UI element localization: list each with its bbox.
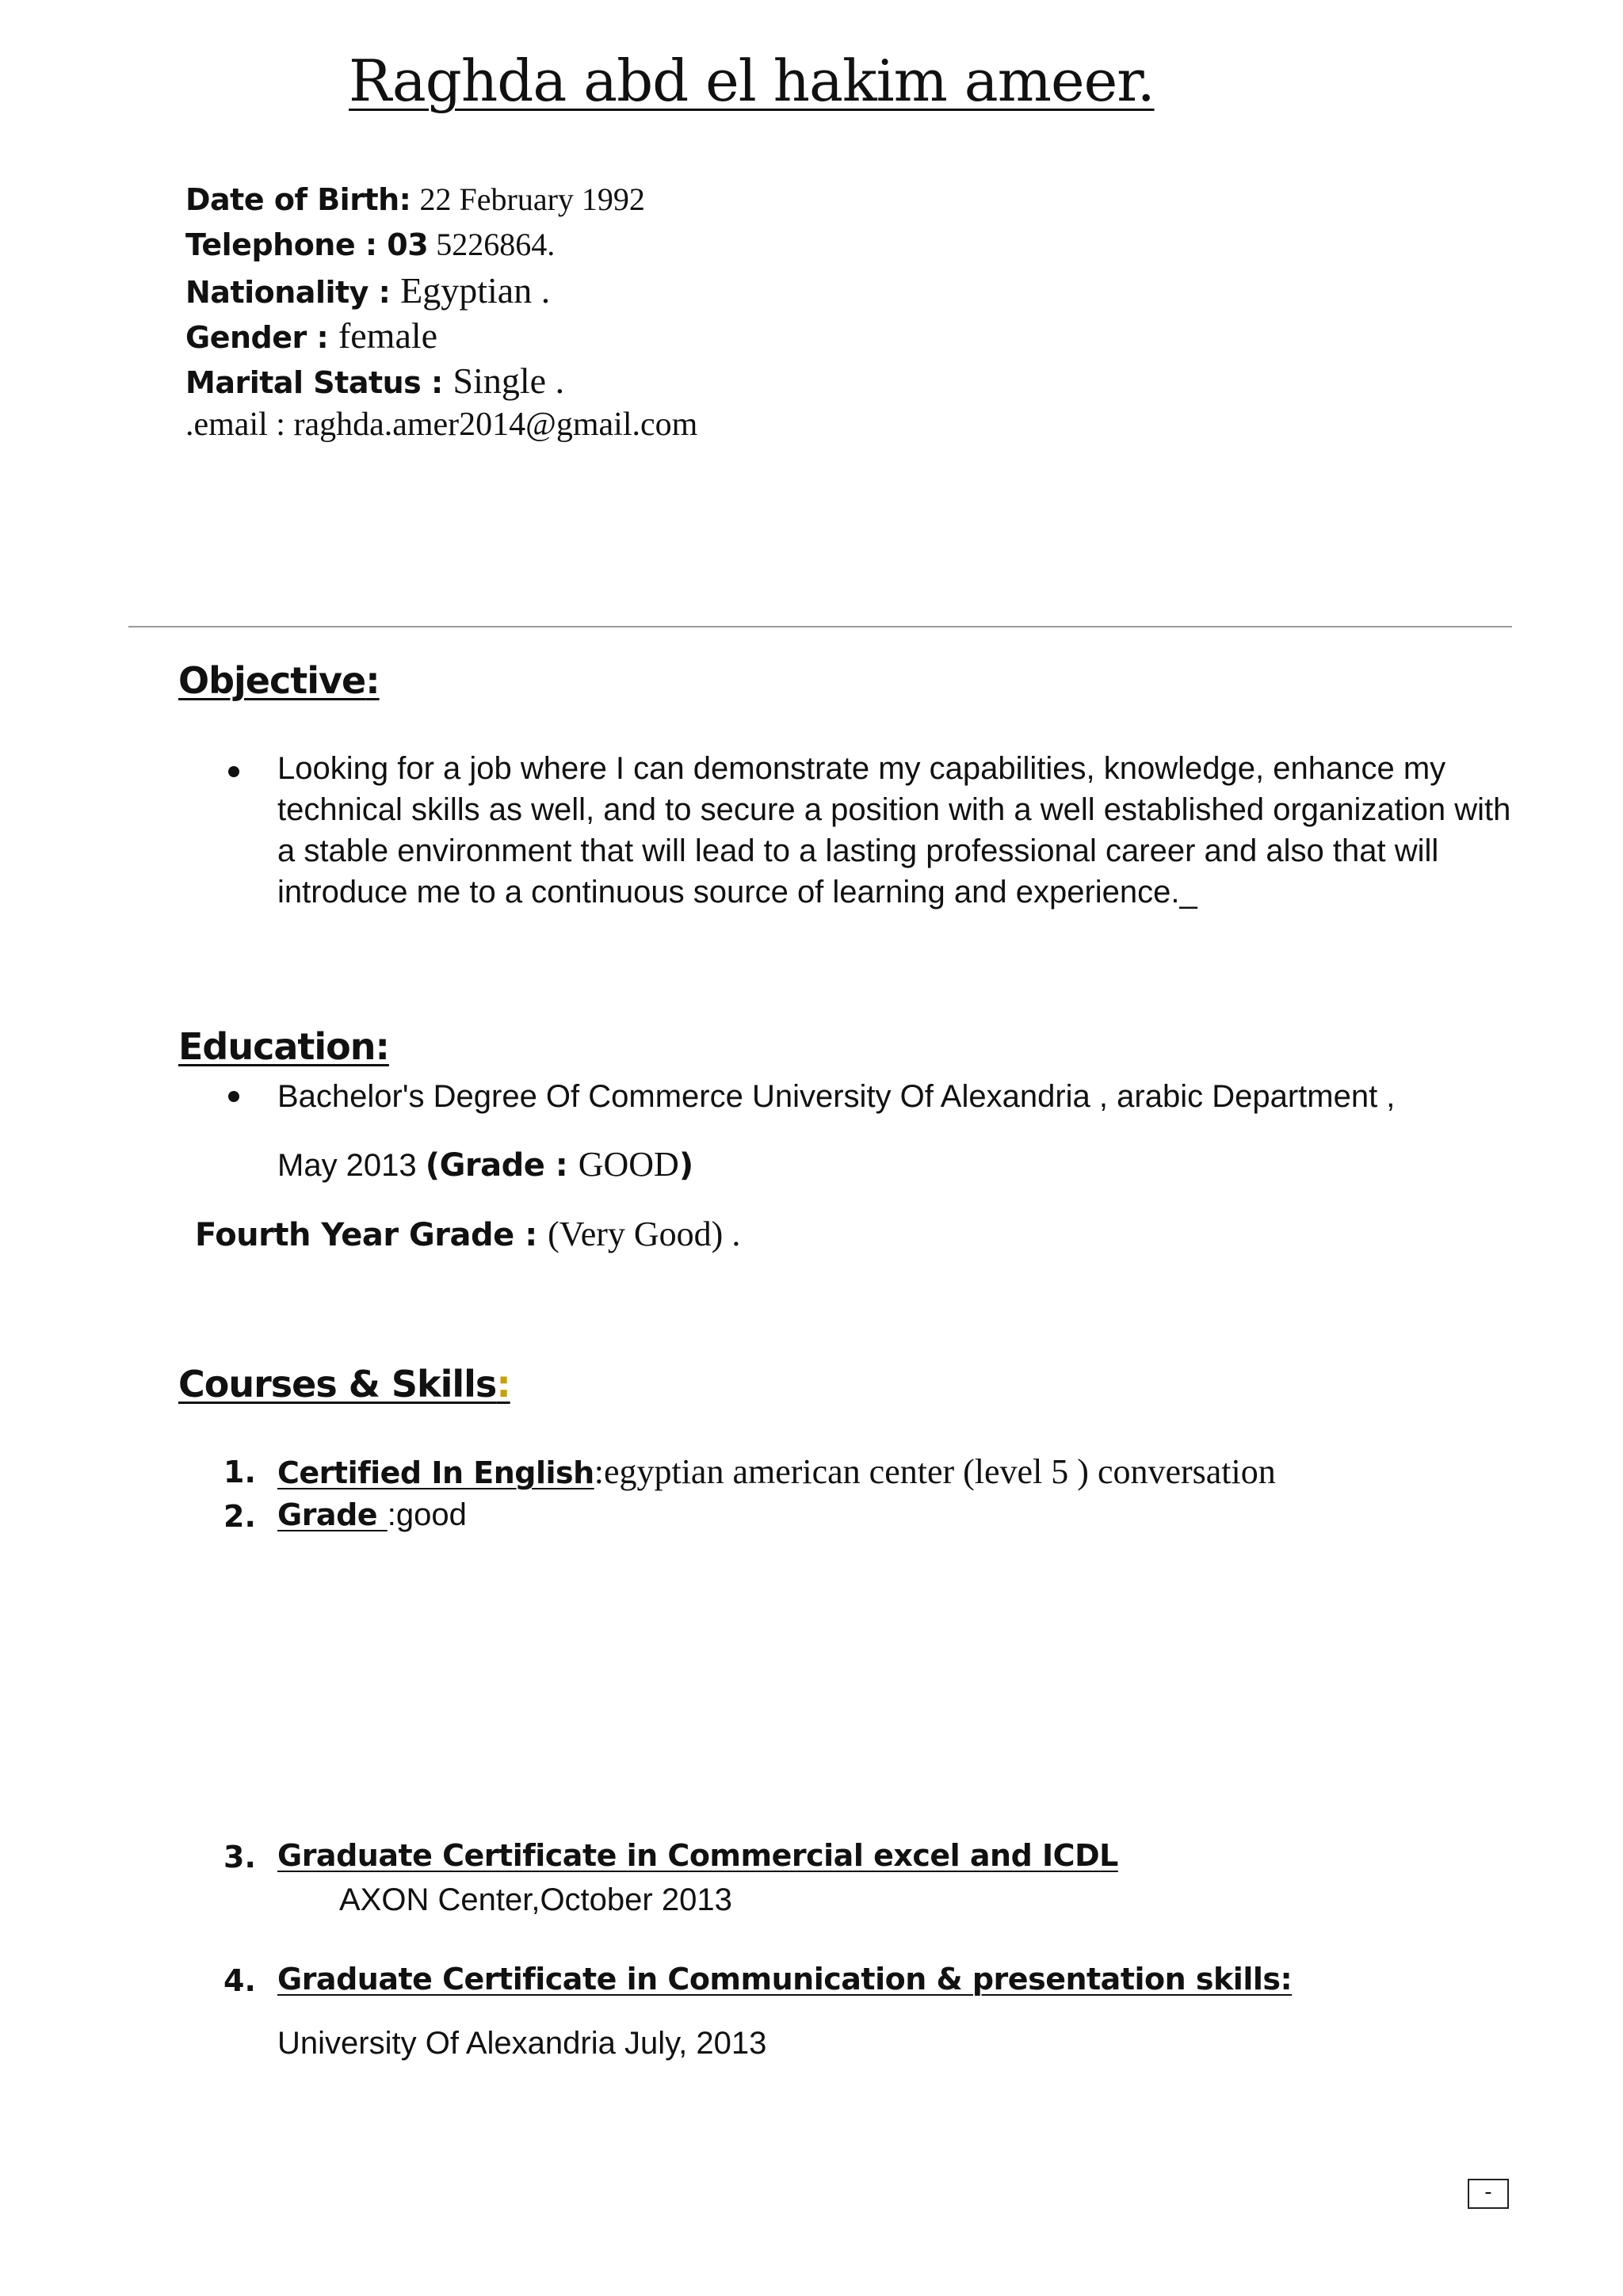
fourth-year-line bbox=[195, 1214, 740, 1254]
objective-heading-text: Objective bbox=[178, 659, 366, 702]
nationality-value: Egyptian . bbox=[400, 270, 551, 311]
courses-heading-colon: : bbox=[496, 1363, 510, 1405]
course-title: Graduate Certificate in Communication & presentation skills: bbox=[277, 1962, 1293, 1997]
fourth-year-colon: : bbox=[514, 1217, 548, 1253]
objective-heading-colon: : bbox=[365, 659, 380, 702]
nationality-line bbox=[185, 268, 550, 315]
course-title: Certified In English bbox=[277, 1455, 594, 1490]
telephone-label: Telephone bbox=[185, 227, 356, 262]
grade-colon: : bbox=[544, 1147, 579, 1184]
course-detail: AXON Center,October 2013 bbox=[339, 1882, 732, 1917]
objective-heading bbox=[178, 659, 380, 702]
objective-tail: _ bbox=[1179, 875, 1197, 910]
telephone-line bbox=[185, 223, 555, 267]
courses-heading-text: Courses & Skills bbox=[178, 1363, 497, 1405]
nationality-label: Nationality : bbox=[185, 275, 391, 310]
gender-label: Gender : bbox=[185, 320, 329, 355]
objective-body: Looking for a job where I can demonstrate my capabilities, knowledge, enhance my technical skills as well, and to secure a position with a well established organization with a stable environment that will lead to a lasting professional career and also that will introduce me to a continuous source of learning and experience. bbox=[277, 751, 1511, 910]
education-heading: Education: bbox=[178, 1025, 389, 1068]
marital-value: Single . bbox=[453, 360, 565, 401]
grade-open: (Grade bbox=[425, 1147, 545, 1184]
grade-close: ) bbox=[678, 1147, 693, 1184]
email-line[interactable]: .email : raghda.amer2014@gmail.com bbox=[185, 406, 698, 443]
course-detail: University Of Alexandria July, 2013 bbox=[277, 2026, 767, 2061]
fourth-year-label: Fourth Year Grade bbox=[195, 1217, 514, 1253]
course-item-english bbox=[277, 1451, 1276, 1492]
course-number: 4. bbox=[223, 1963, 256, 1998]
objective-text bbox=[277, 748, 1514, 913]
grade-value: GOOD bbox=[578, 1145, 679, 1184]
course-detail: :good bbox=[387, 1497, 467, 1532]
dob-value: 22 February 1992 bbox=[419, 181, 645, 217]
courses-heading bbox=[178, 1363, 510, 1405]
dob-label: Date of Birth: bbox=[185, 182, 411, 217]
bullet-icon bbox=[228, 1091, 239, 1102]
gender-line bbox=[185, 313, 437, 360]
course-title: Grade bbox=[277, 1497, 388, 1532]
dob-line bbox=[185, 177, 645, 222]
degree-date: May 2013 bbox=[277, 1148, 426, 1183]
course-number: 3. bbox=[223, 1840, 256, 1875]
course-title: Graduate Certificate in Commercial excel and ICDL bbox=[277, 1838, 1118, 1873]
marital-label: Marital Status : bbox=[185, 365, 443, 400]
course-number: 1. bbox=[223, 1455, 256, 1489]
gender-value: female bbox=[338, 315, 438, 356]
telephone-value: 5226864. bbox=[428, 227, 556, 262]
section-divider bbox=[128, 626, 1512, 627]
degree-date-line bbox=[277, 1144, 693, 1186]
course-detail: :egyptian american center (level 5 ) conversation bbox=[594, 1452, 1276, 1491]
resume-name: Raghda abd el hakim ameer. bbox=[349, 48, 1155, 114]
fourth-year-value: (Very Good) . bbox=[548, 1215, 741, 1253]
course-item-grade bbox=[277, 1497, 467, 1533]
marital-line bbox=[185, 358, 564, 405]
page-number-box: - bbox=[1468, 2179, 1509, 2209]
telephone-sep: : bbox=[355, 227, 388, 262]
bullet-icon bbox=[228, 766, 239, 777]
telephone-code: 03 bbox=[387, 227, 429, 262]
course-number: 2. bbox=[223, 1499, 256, 1534]
degree-line: Bachelor's Degree Of Commerce University Of Alexandria , arabic Department , bbox=[277, 1079, 1396, 1114]
